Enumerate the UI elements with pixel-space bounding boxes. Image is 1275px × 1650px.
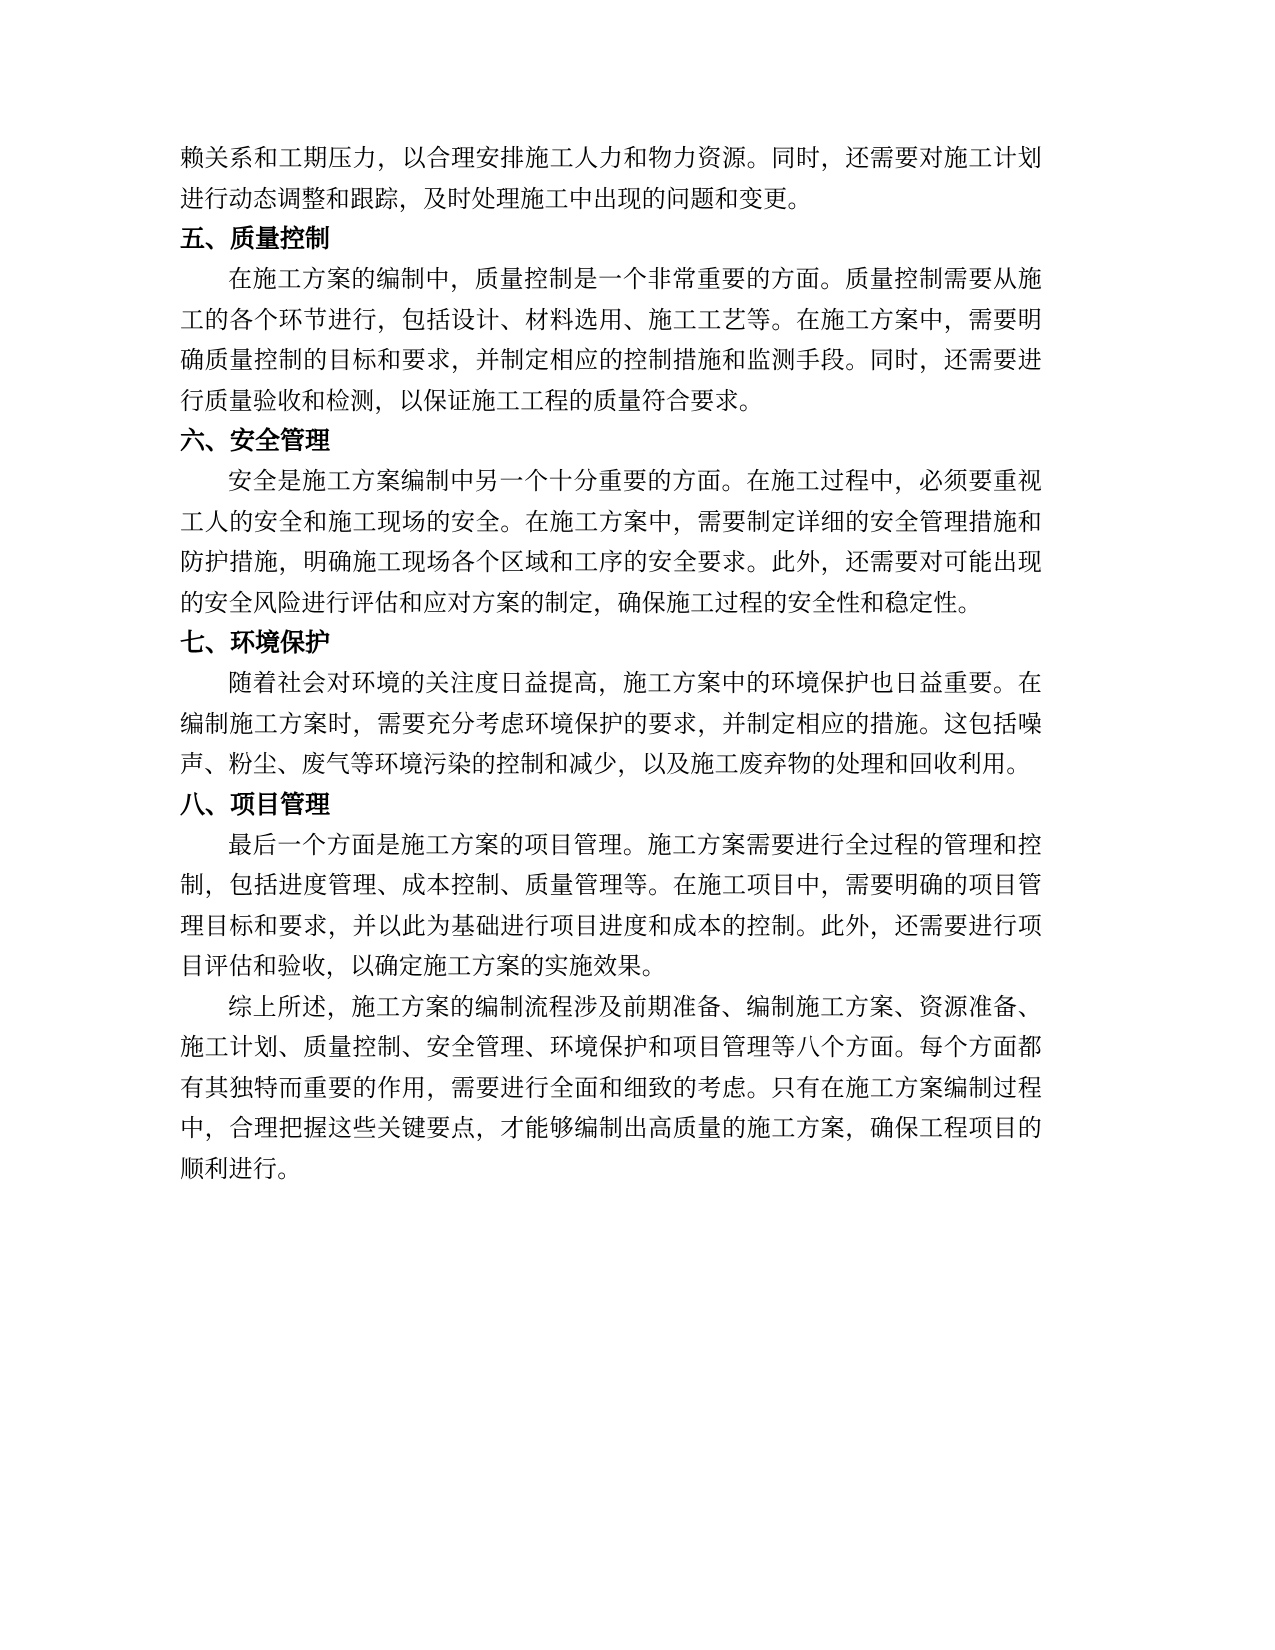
intro-paragraph: 赖关系和工期压力，以合理安排施工人力和物力资源。同时，还需要对施工计划进行动态调整和跟踪，及时处理施工中出现的问题和变更。 — [180, 144, 1042, 213]
section-heading-safety-management: 六、安全管理 — [180, 426, 331, 455]
section-body-environmental-protection: 随着社会对环境的关注度日益提高，施工方案中的环境保护也日益重要。在编制施工方案时，需要充分考虑环境保护的要求，并制定相应的措施。这包括噪声、粉尘、废气等环境污染的控制和减少，以及施工废弃物的处理和回收利用。 — [180, 669, 1042, 778]
section-body-safety-management: 安全是施工方案编制中另一个十分重要的方面。在施工过程中，必须要重视工人的安全和施工现场的安全。在施工方案中，需要制定详细的安全管理措施和防护措施，明确施工现场各个区域和工序的安全要求。此外，还需要对可能出现的安全风险进行评估和应对方案的制定，确保施工过程的安全性和稳定性。 — [180, 467, 1042, 617]
section-heading-quality-control: 五、质量控制 — [180, 224, 331, 253]
conclusion-paragraph: 综上所述，施工方案的编制流程涉及前期准备、编制施工方案、资源准备、施工计划、质量控制、安全管理、环境保护和项目管理等八个方面。每个方面都有其独特而重要的作用，需要进行全面和细致的考虑。只有在施工方案编制过程中，合理把握这些关键要点，才能够编制出高质量的施工方案，确保工程项目的顺利进行。 — [180, 992, 1042, 1183]
section-heading-project-management: 八、项目管理 — [180, 789, 331, 819]
section-body-quality-control: 在施工方案的编制中，质量控制是一个非常重要的方面。质量控制需要从施工的各个环节进行，包括设计、材料选用、施工工艺等。在施工方案中，需要明确质量控制的目标和要求，并制定相应的控制措施和监测手段。同时，还需要进行质量验收和检测，以保证施工工程的质量符合要求。 — [180, 265, 1042, 415]
document-page — [180, 138, 1042, 1189]
section-heading-environmental-protection: 七、环境保护 — [180, 628, 331, 657]
section-body-project-management: 最后一个方面是施工方案的项目管理。施工方案需要进行全过程的管理和控制，包括进度管理、成本控制、质量管理等。在施工项目中，需要明确的项目管理目标和要求，并以此为基础进行项目进度和成本的控制。此外，还需要进行项目评估和验收，以确定施工方案的实施效果。 — [180, 830, 1042, 980]
